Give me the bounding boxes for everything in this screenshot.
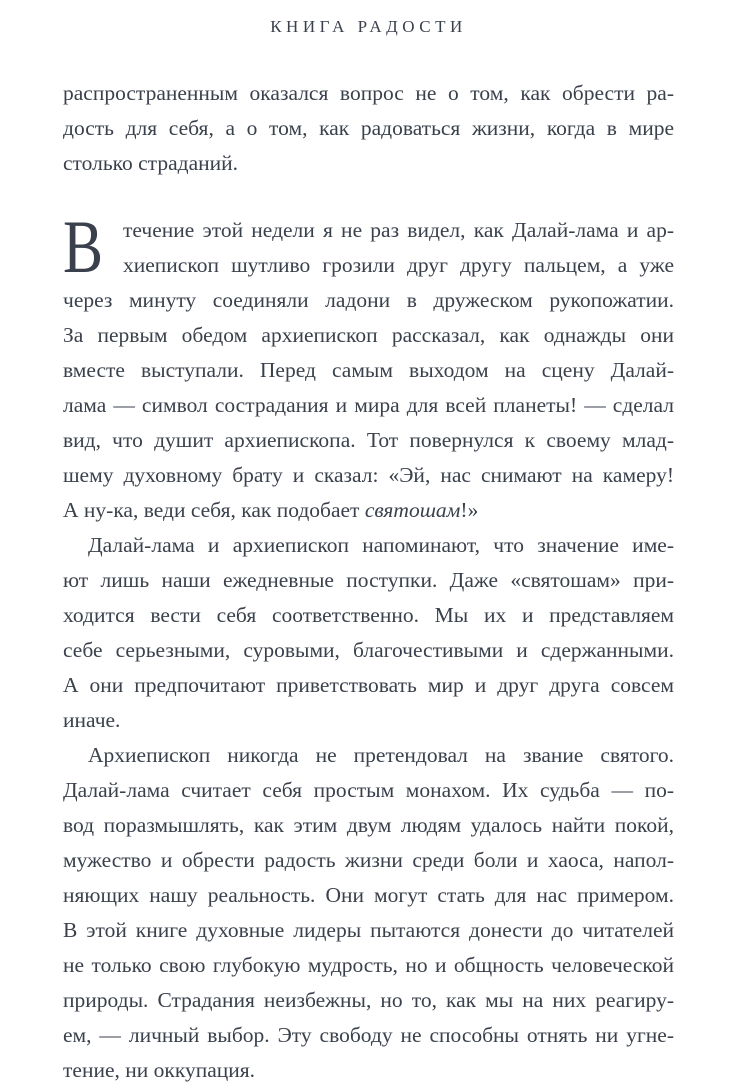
text-line: тение, ни оккупация. [63, 1058, 256, 1082]
text-column [63, 76, 674, 1088]
text-line: дость для себя, а о том, как радоваться жизни, когда в мире [63, 116, 674, 140]
running-head-title: КНИГА РАДОСТИ [270, 17, 467, 36]
paragraph-4 [63, 738, 674, 1088]
text-line: ходится вести себя соответственно. Мы их и представляем [63, 603, 674, 627]
paragraph-3 [63, 528, 674, 738]
text-line: вместе выступали. Перед самым выходом на сцену Далай- [63, 358, 674, 382]
text-line: Архиепископ никогда не претендовал на звание святого. [88, 743, 674, 767]
text-line: ют лишь наши ежедневные поступки. Даже «святошам» при- [63, 568, 674, 592]
paragraph-dropcap [63, 206, 674, 528]
text-line: А ну-ка, веди себя, как подобает святошам!» [63, 498, 479, 522]
text-line: хиепископ шутливо грозили друг другу пальцем, а уже [123, 253, 674, 277]
text-line: мужество и обрести радость жизни среди боли и хаоса, напол- [63, 848, 674, 872]
paragraph-continuation [63, 76, 674, 181]
drop-cap: В [63, 206, 104, 289]
text-line: вод поразмышлять, как этим двум людям удалось найти покой, [63, 813, 674, 837]
text-line: через минуту соединяли ладони в дружеском рукопожатии. [63, 288, 674, 312]
text-line: столько страданий. [63, 151, 239, 175]
text-line: себе серьезными, суровыми, благочестивыми и сдержанными. [63, 638, 674, 662]
text-line: распространенным оказался вопрос не о том, как обрести ра- [63, 81, 674, 105]
text-line: няющих нашу реальность. Они могут стать для нас примером. [63, 883, 674, 907]
text-line: природы. Страдания неизбежны, но то, как мы на них реагиру- [63, 988, 674, 1012]
text-line: А они предпочитают приветствовать мир и друг друга совсем [63, 673, 674, 697]
text-line: вид, что душит архиепископа. Тот повернулся к своему млад- [63, 428, 674, 452]
text-line: иначе. [63, 708, 121, 732]
text-line: Далай-лама считает себя простым монахом. Их судьба — по- [63, 778, 674, 802]
text-line: лама — символ сострадания и мира для всей планеты! — сделал [63, 393, 674, 417]
text-line: не только свою глубокую мудрость, но и общность человеческой [63, 953, 674, 977]
text-line: В этой книге духовные лидеры пытаются донести до читателей [63, 918, 674, 942]
text-line: ем, — личный выбор. Эту свободу не способны отнять ни угне- [63, 1023, 674, 1047]
text-line: Далай-лама и архиепископ напоминают, что значение име- [88, 533, 674, 557]
text-line: шему духовному брату и сказал: «Эй, нас снимают на камеру! [63, 463, 674, 487]
text-line: За первым обедом архиепископ рассказал, как однажды они [63, 323, 674, 347]
text-line: течение этой недели я не раз видел, как Далай-лама и ар- [123, 218, 674, 242]
